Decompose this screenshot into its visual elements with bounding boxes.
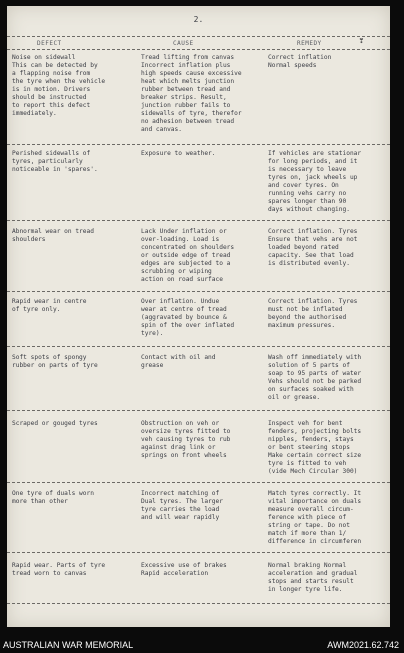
cause-cell: Lack Under inflation or over-loading. Load is concentrated on shoulders or outside edge of tread edges are subjected to a scrubbing or wiping action on road surface [141, 228, 235, 283]
row-divider [7, 220, 390, 221]
header-bottom-rule [7, 49, 390, 50]
row-divider [7, 144, 390, 145]
header-top-rule [7, 36, 390, 37]
column-header-cause: CAUSE [173, 40, 194, 47]
defect-cell: Scraped or gouged tyres [12, 420, 98, 427]
remedy-cell: Correct inflation. Tyres must not be inflated beyond the authorised maximum pressures. [268, 298, 358, 329]
row-divider [7, 552, 390, 553]
row-divider [7, 410, 390, 411]
footer-institution: AUSTRALIAN WAR MEMORIAL [3, 640, 134, 650]
page-number: 2. [193, 15, 204, 24]
document-page [7, 6, 390, 627]
defect-cell: Rapid wear in centre of tyre only. [12, 298, 87, 313]
cause-cell: Over inflation. Undue wear at centre of tread (aggravated by bounce & spin of the over inflated tyre). [141, 298, 235, 337]
remedy-cell: Correct inflation Normal speeds [268, 54, 332, 69]
column-header-defect: DEFECT [37, 40, 62, 47]
row-divider [7, 482, 390, 483]
row-divider [7, 603, 390, 604]
defect-cell: One tyre of duals worn more than other [12, 490, 94, 505]
column-header-remedy: REMEDY [297, 40, 322, 47]
cause-cell: Excessive use of brakes Rapid acceleration [141, 562, 227, 577]
row-divider [7, 346, 390, 347]
footer-accession-number: AWM2021.62.742 [327, 640, 399, 650]
defect-cell: Soft spots of spongy rubber on parts of tyre [12, 354, 98, 369]
cause-cell: Obstruction on veh or oversize tyres fitted to veh causing tyres to rub against drag link or springs on front wheels [141, 420, 231, 459]
defect-cell: Noise on sidewall This can be detected by a flapping noise from the tyre when the vehicle is in motion. Drivers should be instructed to report this defect immediately. [12, 54, 106, 117]
remedy-cell: Match tyres correctly. It vital importance on duals measure overall circum- ference with piece of string or tape. Do not match if more than 1/ difference in circumferen [268, 490, 362, 545]
defect-cell: Perished sidewalls of tyres, particularly noticeable in 'spares'. [12, 150, 98, 173]
defect-cell: Abnormal wear on tread shoulders [12, 228, 94, 243]
remedy-cell: Normal braking Normal acceleration and gradual stops and starts result in longer tyre life. [268, 562, 358, 593]
cause-cell: Tread lifting from canvas Incorrect inflation plus high speeds cause excessive heat which melts junction rubber between tread and breaker strips. Result, junction rubber fails to sidewalls of tyre, therefor no adhesion between tread and canvas. [141, 54, 242, 133]
cause-cell: Exposure to weather. [141, 150, 216, 157]
row-divider [7, 291, 390, 292]
cause-cell: Incorrect matching of Dual tyres. The larger tyre carries the load and will wear rapidly [141, 490, 223, 521]
defect-cell: Rapid wear. Parts of tyre tread worn to canvas [12, 562, 106, 577]
remedy-cell: Wash off immediately with solution of 5 parts of soap to 95 parts of water Vehs should not be parked on surfaces soaked with oil or grease. [268, 354, 362, 401]
remedy-cell: If vehicles are stationar for long periods, and it is necessary to leave tyres on, jack wheels up and cover tyres. On running vehs carry no spares longer than 90 days without changing. [268, 150, 362, 213]
cause-cell: Contact with oil and grease [141, 354, 216, 369]
archive-footer [0, 638, 404, 653]
pencil-mark-icon: ❣ [359, 36, 364, 45]
remedy-cell: Inspect veh for bent fenders, projecting bolts nipples, fenders, stays or bent steering stops Make certain correct size tyre is fitted to veh (vide Mech Circular 300) [268, 420, 362, 475]
remedy-cell: Correct inflation. Tyres Ensure that vehs are not loaded beyond rated capacity. See that load is distributed evenly. [268, 228, 358, 267]
